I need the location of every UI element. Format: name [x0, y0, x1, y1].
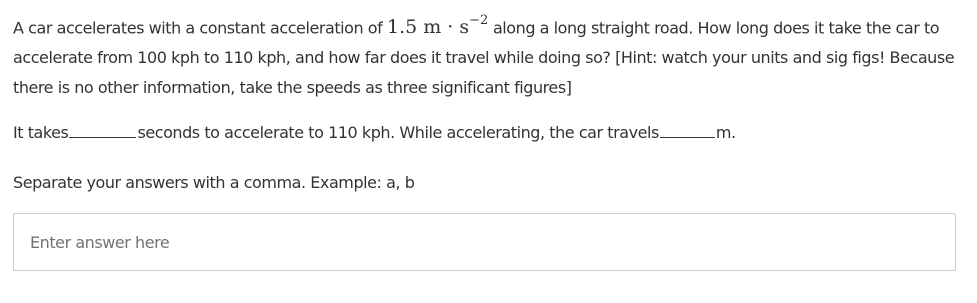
acceleration-math: [386, 13, 489, 39]
question-paragraph: [13, 8, 968, 103]
fill-in-part-2: seconds to accelerate to 110 kph. While accelerating, the car travels: [137, 123, 659, 142]
distance-blank: [660, 136, 715, 138]
fill-in-part-3: m.: [715, 123, 736, 142]
acceleration-exponent: −2: [469, 13, 489, 28]
fill-in-part-1: It takes: [13, 123, 69, 142]
answer-input[interactable]: [13, 213, 956, 271]
answer-instructions: Separate your answers with a comma. Example: a, b: [13, 173, 415, 192]
question-text-after: along a long straight road. How long does it take the car to accelerate from 100 kph to 110 kph, and how far does it travel while doing so? [Hint: watch your units and sig figs! Because there is no other information, take the speeds as three significant figures]: [13, 18, 955, 98]
question-text: [13, 8, 968, 103]
acceleration-value: 1.5 m · s: [386, 16, 470, 39]
fill-in-sentence: [13, 118, 736, 148]
question-text-before: A car accelerates with a constant acceleration of: [13, 18, 387, 38]
time-blank: [69, 136, 136, 138]
